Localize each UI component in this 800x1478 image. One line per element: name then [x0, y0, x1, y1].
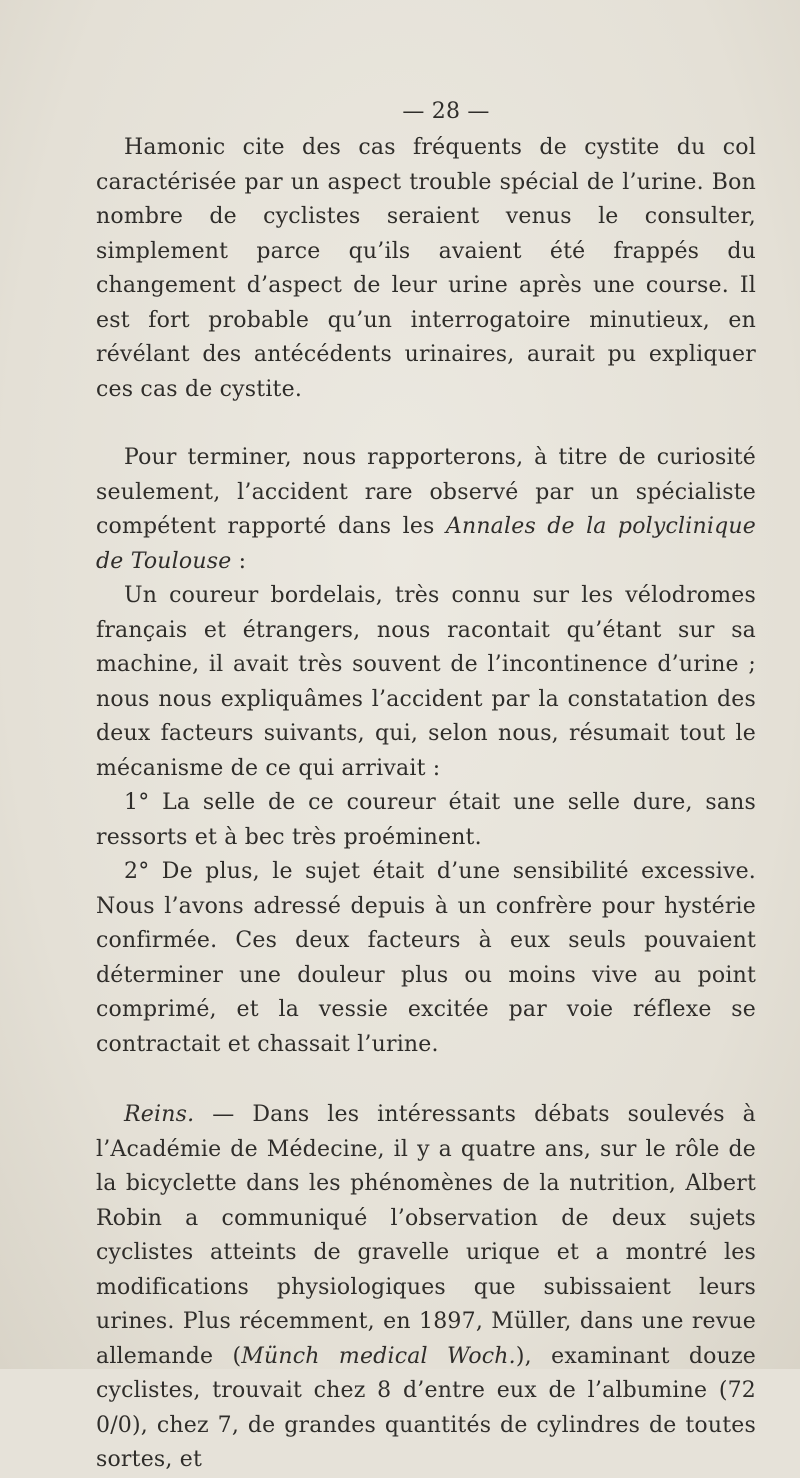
paragraph-factor-two: 2° De plus, le sujet était d’une sensibilité excessive. Nous l’avons adressé depuis à un confrère pour hystérie confirmée. Ces deux facteurs à eux seuls pouvaient déterminer une douleur plus ou moins vive au point comprimé, et la vessie excitée par voie réflexe se contractait et chassait l’urine.: [96, 859, 756, 1057]
journal-title-munch: Münch medical Woch.: [241, 1343, 516, 1369]
paragraph-factor-one: 1° La selle de ce coureur était une selle dure, sans ressorts et à bec très proéminent.: [96, 790, 756, 850]
journal-title: Annales de la polyclinique de Toulouse: [96, 514, 756, 574]
paragraph-curiosite-text: Pour terminer, nous rapporterons, à titre de curiosité seulement, l’accident rare observé par un spécialiste compétent rapporté dans les: [96, 445, 756, 539]
paragraph-cystite: Hamonic cite des cas fréquents de cystite du col caractérisée par un aspect trouble spécial de l’urine. Bon nombre de cyclistes seraient venus le consulter, simplement parce qu’ils avaient été frappés du changement d’aspect de leur urine après une course. Il est fort probable qu’un interrogatoire minutieux, en révélant des antécédents urinaires, aurait pu expliquer ces cas de cystite.: [96, 135, 756, 402]
text-block: [96, 95, 756, 1478]
paragraph-curiosite: [96, 441, 756, 579]
page-number: — 28 —: [402, 99, 490, 124]
paragraph-coureur: Un coureur bordelais, très connu sur les vélodromes français et étrangers, nous racontait qu’étant sur sa machine, il avait très souvent de l’incontinence d’urine ; nous nous expliquâmes l’accident par la constatation des deux facteurs suivants, qui, selon nous, résumait tout le mécanisme de ce qui arrivait :: [96, 583, 756, 781]
paragraph-reins-text-b: ), examinant douze cyclistes, trouvait chez 8 d’entre eux de l’albumine (72 0/0), chez 7, de grandes quantités de cylindres de toutes sortes, et: [96, 1343, 756, 1472]
section-lead-reins: Reins.: [124, 1102, 195, 1127]
paragraph-reins: [96, 1098, 756, 1478]
paragraph-curiosite-end: :: [231, 548, 247, 574]
paragraph-reins-text-a: — Dans les intéressants débats soulevés à l’Académie de Médecine, il y a quatre ans, sur le rôle de la bicyclette dans les phénomènes de la nutrition, Albert Robin a communiqué l’observation de deux sujets cyclistes atteints de gravelle urique et a montré les modifications physiologiques que subissaient leurs urines. Plus récemment, en 1897, Müller, dans une revue allemande (: [96, 1102, 756, 1369]
